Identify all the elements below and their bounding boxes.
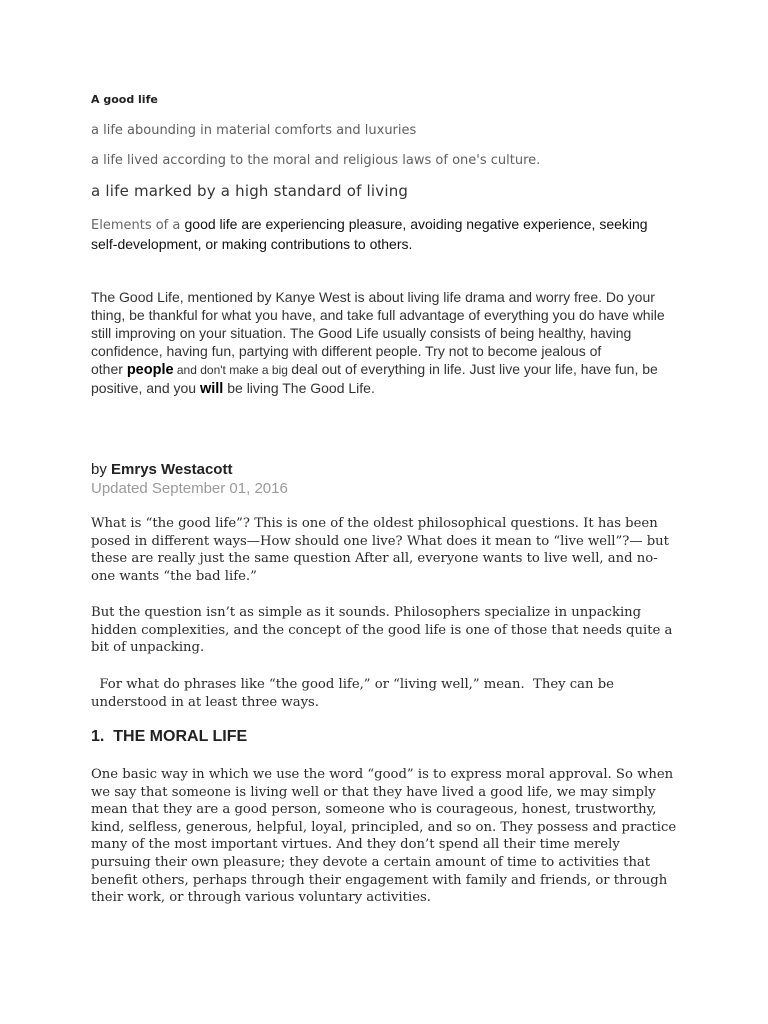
- elements-line-2: self-development, or making contributions to others.: [91, 236, 413, 252]
- p1-line-1: What is “the good life”? This is one of the oldest philosophical questions. It has been: [91, 516, 658, 531]
- p3-line-1: For what do phrases like “the good life,” or “living well,” mean. They can be: [91, 677, 614, 692]
- kanye-line-5b: and don't make a big: [173, 363, 292, 377]
- p2-line-2: hidden complexities, and the concept of the good life is one of those that needs quite a: [91, 622, 673, 638]
- p3-line-2: understood in at least three ways.: [91, 694, 319, 710]
- p4-line-1: One basic way in which we use the word “good” is to express moral approval. So when: [91, 767, 674, 782]
- p2-line-1: But the question isn’t as simple as it sounds. Philosophers specialize in unpacking: [91, 605, 642, 620]
- byline-prefix: by: [91, 461, 112, 478]
- updated-date: Updated September 01, 2016: [91, 480, 288, 497]
- p1-line-2: posed in different ways—How should one live? What does it mean to “live well”?— but: [91, 533, 669, 549]
- elements-lead: Elements of a: [91, 218, 185, 233]
- kanye-bold-will: will: [199, 381, 224, 397]
- elements-paragraph: [91, 215, 691, 254]
- kanye-line-5c: deal out of everything in life. Just live your life, have fun, be: [291, 361, 658, 377]
- kanye-line-3: still improving on your situation. The Good Life usually consists of being healthy, having: [91, 325, 632, 341]
- paragraph-1: [91, 515, 681, 585]
- kanye-line-2: thing, be thankful for what you have, and take full advantage of everything you do have while: [91, 307, 665, 323]
- section-heading-moral-life: 1. THE MORAL LIFE: [91, 728, 248, 745]
- definition-2: a life lived according to the moral and religious laws of one's culture.: [91, 153, 541, 168]
- paragraph-3: [91, 676, 681, 711]
- definition-1: a life abounding in material comforts and luxuries: [91, 123, 417, 138]
- kanye-line-1: The Good Life, mentioned by Kanye West is about living life drama and worry free. Do your: [91, 289, 655, 305]
- p4-line-8: their work, or through various voluntary activities.: [91, 890, 431, 906]
- document-title: A good life: [91, 93, 158, 106]
- kanye-paragraph: [91, 288, 681, 398]
- p4-line-3: mean that they are a good person, someone who is courageous, honest, trustworthy,: [91, 802, 657, 818]
- elements-line-1: good life are experiencing pleasure, avoiding negative experience, seeking: [184, 216, 648, 232]
- kanye-line-5a: other: [91, 361, 127, 377]
- kanye-line-6b: be living The Good Life.: [223, 380, 375, 396]
- kanye-line-6a: positive, and you: [91, 380, 200, 396]
- p4-line-5: many of the most important virtues. And they don’t spend all their time merely: [91, 837, 620, 853]
- kanye-bold-people: people: [126, 362, 174, 378]
- author-name: Emrys Westacott: [111, 461, 233, 478]
- paragraph-4: [91, 766, 681, 907]
- definition-3: a life marked by a high standard of living: [91, 182, 409, 200]
- p4-line-7: benefit others, perhaps through their engagement with family and friends, or through: [91, 872, 668, 888]
- p4-line-2: we say that someone is living well or that they have lived a good life, we may simply: [91, 784, 656, 800]
- p1-line-3: these are really just the same question After all, everyone wants to live well, and no-: [91, 551, 658, 567]
- paragraph-2: [91, 604, 681, 657]
- p1-line-4: one wants “the bad life.”: [91, 568, 257, 584]
- p2-line-3: bit of unpacking.: [91, 640, 205, 656]
- p4-line-6: pursuing their own pleasure; they devote a certain amount of time to activities that: [91, 854, 651, 870]
- kanye-line-4: confidence, having fun, partying with different people. Try not to become jealous of: [91, 343, 602, 359]
- p4-line-4: kind, selfless, generous, helpful, loyal, principled, and so on. They possess and practice: [91, 819, 677, 835]
- byline: [91, 461, 232, 478]
